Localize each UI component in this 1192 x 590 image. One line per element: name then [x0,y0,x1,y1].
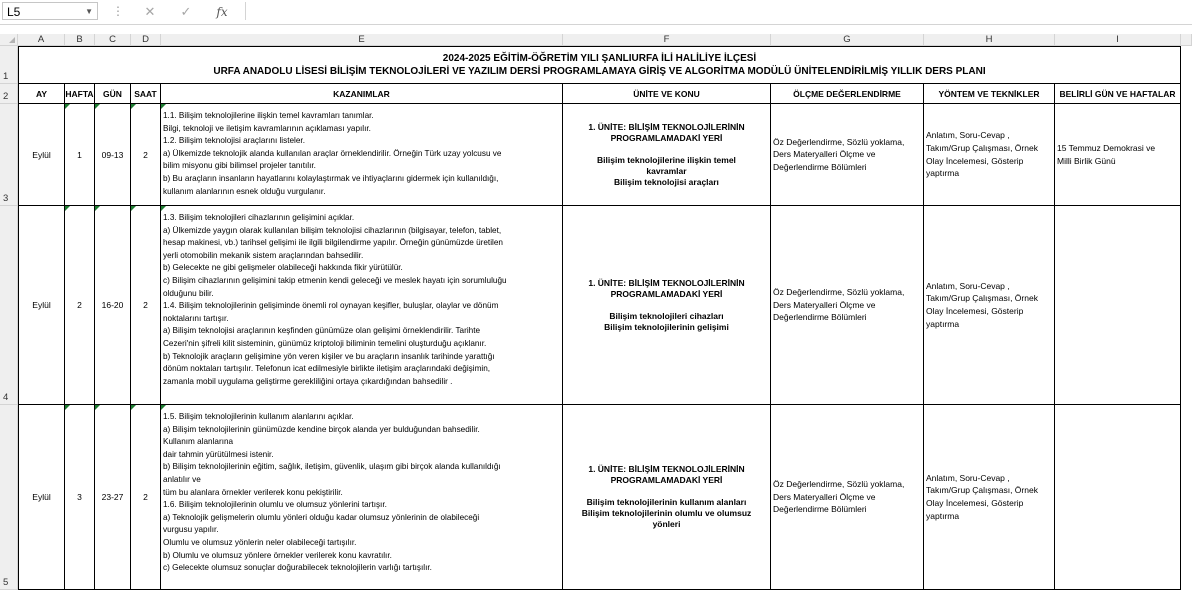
cell-ay-value: Eylül [32,300,51,310]
header-belirli[interactable]: BELİRLİ GÜN VE HAFTALAR [1055,84,1181,104]
cell-hafta-value: 2 [77,300,82,310]
header-saat[interactable]: SAAT [131,84,161,104]
kazanim-line: 1.3. Bilişim teknolojileri cihazlarının gelişimini açıklar. [163,213,355,222]
column-header-d[interactable]: D [131,34,161,46]
row-header-5[interactable]: 5 [0,405,18,590]
konu-line: Bilişim teknolojilerinin kullanım alanları [586,497,747,507]
yontem-text [926,129,1038,179]
konu-line: Bilişim teknolojilerinin olumlu ve olumsuz [581,508,752,518]
yontem-line: yaptırma [926,318,960,329]
cell-unite[interactable] [563,104,771,206]
error-indicator-icon [95,104,100,109]
kazanim-line: a) Ülkemizde yaygın olarak kullanılan bilişim teknolojisi cihazlarının (bilgisayar, telefon, tablet, [163,225,502,235]
column-header-j[interactable] [1181,34,1192,46]
yontem-line: yaptırma [926,168,960,179]
kazanim-line: a) Bilişim teknolojilerinin günümüzde kendine birçok alanda yer bulduğundan bahsedilir. [163,424,480,434]
cell-ay[interactable] [18,104,65,206]
yontem-line: Takım/Grup Çalışması, Örnek [926,293,1038,304]
kazanim-line: hesap makinesi, vb.) tarihsel gelişimi ile ilgili bilgilendirme yapılır. Örneğin günümüzde üretilen [163,238,503,248]
kazanim-line: yerli otomobilin mekanik sistem araçlarından bahsedilir. [163,250,364,260]
unite-title: 1. ÜNİTE: BİLİŞİM TEKNOLOJİLERİNİN [588,464,745,474]
olcme-line: Ders Materyalleri Ölçme ve [773,491,876,502]
cell-unite[interactable] [563,206,771,405]
yontem-line: Takım/Grup Çalışması, Örnek [926,142,1038,153]
row-header-2[interactable]: 2 [0,84,18,104]
cell-ay[interactable] [18,405,65,590]
select-all-corner[interactable] [0,34,18,46]
kazanim-line: Kullanım alanlarına [163,437,234,447]
kazanim-line: c) Bilişim cihazlarının gelişimini takip etmenin kendi geleceği ve meslek hayatı için sorumluluğu [163,275,507,285]
cell-olcme[interactable] [771,405,924,590]
kazanim-line: c) Gelecekte olumsuz sonuçlar doğurabilecek teknolojilerin varlığı tartışılır. [163,563,432,573]
yontem-line: Takım/Grup Çalışması, Örnek [926,485,1038,496]
cell-hafta-value: 1 [77,149,82,160]
cell-yontem[interactable] [924,206,1055,405]
cell-yontem[interactable] [924,104,1055,206]
insert-function-icon[interactable]: fx [216,5,228,19]
row-header-3[interactable]: 3 [0,104,18,206]
cell-yontem[interactable] [924,405,1055,590]
konu-line: yönleri [652,519,681,529]
kazanim-line: anlatılır ve [163,474,201,484]
error-indicator-icon [95,206,100,211]
olcme-line: Ders Materyalleri Ölçme ve [773,149,876,160]
yontem-line: Olay İncelemesi, Gösterip [926,155,1024,166]
error-indicator-icon [65,206,70,211]
error-indicator-icon [161,206,166,211]
kazanim-line: 1.2. Bilişim teknolojisi araçlarını listeler. [163,136,305,146]
yontem-text [926,472,1038,522]
chevron-down-icon[interactable]: ▼ [85,7,93,16]
more-options-icon[interactable]: ⋮ [112,4,124,18]
kazanim-line: dönüm noktaları tartışılır. Telefonun icat edilmesiyle birlikte iletişim araçlarındaki değişimin, [163,364,491,374]
kazanim-line: kullanım alanlarının esnek olduğu vurgulanır. [163,186,326,196]
cell-hafta-value: 3 [77,492,82,502]
plan-title-line2: URFA ANADOLU LİSESİ BİLİŞİM TEKNOLOJİLERİ VE YAZILIM DERSİ PROGRAMLAMAYA GİRİŞ VE ALGORİTMA MODÜLÜ ÜNİTELENDİRİLMİŞ YILLIK DERS PLANI [213,66,986,77]
cell-gun-value: 23-27 [101,492,124,502]
name-box[interactable] [2,2,98,20]
formula-input[interactable] [245,2,1190,20]
column-header-i[interactable]: I [1055,34,1181,46]
belirli-line: Milli Birlik Günü [1057,155,1116,166]
formula-bar [0,0,1192,25]
kazanim-line: b) Teknolojik araçların gelişimine yön veren kişiler ve bu araçların insanlık tarihinde yarattığı [163,351,495,361]
cell-ay[interactable] [18,206,65,405]
header-gun[interactable]: GÜN [95,84,131,104]
cell-saat[interactable] [131,206,161,405]
error-indicator-icon [131,405,136,410]
column-header-h[interactable]: H [924,34,1055,46]
plan-title[interactable] [18,46,1181,84]
cell-kazanimlar[interactable] [161,104,563,206]
cell-hafta[interactable] [65,104,95,206]
unite-title: PROGRAMLAMADAKİ YERİ [610,288,723,299]
unite-title: 1. ÜNİTE: BİLİŞİM TEKNOLOJİLERİNİN [588,121,745,132]
column-header-b[interactable]: B [65,34,95,46]
column-header-c[interactable]: C [95,34,131,46]
cell-belirli[interactable] [1055,206,1181,405]
belirli-text [1057,142,1155,167]
enter-icon[interactable]: ✓ [180,4,192,19]
olcme-text [773,136,904,174]
olcme-line: Değerlendirme Bölümleri [773,161,867,172]
header-unite[interactable]: ÜNİTE VE KONU [563,84,771,104]
error-indicator-icon [161,104,166,109]
plan-title-line1: 2024-2025 EĞİTİM-ÖĞRETİM YILI ŞANLIURFA İLİ HALİLİYE İLÇESİ [442,53,757,64]
cell-gun[interactable] [95,405,131,590]
unite-title: 1. ÜNİTE: BİLİŞİM TEKNOLOJİLERİNİN [588,277,745,288]
kazanim-line: tüm bu alanlara örnekler verilerek konu pekiştirilir. [163,487,343,497]
olcme-line: Öz Değerlendirme, Sözlü yoklama, [773,287,905,298]
cell-gun-value: 16-20 [101,300,124,310]
yontem-line: Anlatım, Soru-Cevap , [926,130,1010,141]
header-kazanimlar[interactable]: KAZANIMLAR [161,84,563,104]
olcme-line: Değerlendirme Bölümleri [773,312,867,323]
kazanim-line: vurgusu yapılır. [163,525,219,535]
cell-olcme[interactable] [771,104,924,206]
kazanim-line: bilim misyonu gibi bilimsel projeler tanıtılır. [163,161,316,171]
yontem-line: Anlatım, Soru-Cevap , [926,472,1010,483]
error-indicator-icon [131,206,136,211]
column-header-e[interactable]: E [161,34,563,46]
cell-gun[interactable] [95,104,131,206]
olcme-line: Öz Değerlendirme, Sözlü yoklama, [773,479,905,490]
olcme-line: Ders Materyalleri Ölçme ve [773,299,876,310]
cancel-icon[interactable]: ✕ [144,4,156,19]
olcme-line: Öz Değerlendirme, Sözlü yoklama, [773,136,905,147]
konu-line: Bilişim teknolojilerinin gelişimi [604,321,729,332]
cell-belirli[interactable] [1055,104,1181,206]
konu-line: Bilişim teknolojilerine ilişkin temel [597,154,736,165]
kazanim-line: 1.4. Bilişim teknolojilerinin gelişiminde önemli rol oynayan keşifler, buluşlar, olaylar ve dönüm [163,301,499,311]
kazanim-line: a) Teknolojik gelişmelerin olumlu yönleri olduğu kadar olumsuz yönlerinin de olabileceği [163,512,480,522]
cell-kazanimlar[interactable] [161,405,563,590]
cell-ay-value: Eylül [32,492,51,502]
error-indicator-icon [65,405,70,410]
kazanim-line: 1.1. Bilişim teknolojilerine ilişkin temel kavramları tanımlar. [163,111,374,120]
cell-saat-value: 2 [143,492,148,502]
kazanim-line: Olumlu ve olumsuz yönlerin neler olabileceği tartışılır. [163,537,357,547]
header-hafta[interactable]: HAFTA [65,84,95,104]
konu-line: Bilişim teknolojisi araçları [614,176,719,187]
yontem-line: Anlatım, Soru-Cevap , [926,280,1010,291]
cell-hafta[interactable] [65,405,95,590]
error-indicator-icon [65,104,70,109]
olcme-line: Değerlendirme Bölümleri [773,504,867,515]
kazanim-line: b) Bilişim teknolojilerinin eğitim, sağlık, iletişim, güvenlik, ulaşım gibi birçok alanda kullanıldığı [163,462,501,472]
cell-kazanimlar[interactable] [161,206,563,405]
row-header-1[interactable]: 1 [0,46,18,84]
yontem-line: Olay İncelemesi, Gösterip [926,498,1024,508]
header-ay[interactable]: AY [18,84,65,104]
error-indicator-icon [161,405,166,410]
cell-unite[interactable] [563,405,771,590]
name-box-value: L5 [7,5,21,19]
konu-line: kavramlar [646,165,687,176]
belirli-line: 15 Temmuz Demokrasi ve [1057,142,1156,153]
error-indicator-icon [95,405,100,410]
kazanim-line: 1.6. Bilişim teknolojilerinin olumlu ve olumsuz yönlerini tartışır. [163,500,387,510]
cell-gun[interactable] [95,206,131,405]
row-header-4[interactable]: 4 [0,206,18,405]
kazanim-line: Cezeri'nin şifreli kilit sisteminin, günümüz kriptoloji biliminin temelini oluşturduğu açıklanır. [163,338,487,348]
unite-title: PROGRAMLAMADAKİ YERİ [610,132,723,143]
cell-olcme[interactable] [771,206,924,405]
kazanim-line: Bilgi, teknoloji ve iletişim kavramlarının açıklaması yapılır. [163,123,371,133]
kazanim-line: zamanla mobil uygulama geliştirme gerekliliğini ortaya çıkardığından bahsedilir . [163,376,453,386]
cell-gun-value: 09-13 [101,149,124,160]
kazanim-line: dair tahmin yürütülmesi istenir. [163,449,274,459]
konu-line: Bilişim teknolojileri cihazları [609,310,724,321]
column-header-g[interactable]: G [771,34,924,46]
kazanim-line: a) Ülkemizde teknolojik alanda kullanılan araçlar örneklendirilir. Örneğin Türk uzay yolcusu ve [163,148,502,158]
header-yontem[interactable]: YÖNTEM VE TEKNİKLER [924,84,1055,104]
cell-saat[interactable] [131,405,161,590]
cell-ay-value: Eylül [32,149,51,160]
cell-belirli[interactable] [1055,405,1181,590]
unite-title: PROGRAMLAMADAKİ YERİ [610,475,723,485]
yontem-line: Olay İncelemesi, Gösterip [926,306,1024,316]
kazanim-line: b) Olumlu ve olumsuz yönlere örnekler verilerek konu kavratılır. [163,550,392,560]
cell-saat[interactable] [131,104,161,206]
kazanim-line: olduğunu bilir. [163,288,214,298]
header-olcme[interactable]: ÖLÇME DEĞERLENDİRME [771,84,924,104]
column-header-f[interactable]: F [563,34,771,46]
kazanim-line: b) Gelecekte ne gibi gelişmeler olabileceği hakkında fikir yürütülür. [163,263,403,273]
olcme-text [773,478,904,516]
kazanim-line: a) Bilişim teknolojisi araçlarının keşfinden günümüze olan gelişimi örneklendirilir. Tarihte [163,326,481,336]
yontem-text [926,280,1038,330]
error-indicator-icon [131,104,136,109]
cell-saat-value: 2 [143,149,148,160]
olcme-text [773,286,904,324]
kazanim-line: 1.5. Bilişim teknolojilerinin kullanım alanlarını açıklar. [163,412,354,421]
kazanim-line: noktalarını tartışır. [163,313,229,323]
cell-hafta[interactable] [65,206,95,405]
cell-saat-value: 2 [143,300,148,310]
yontem-line: yaptırma [926,510,960,521]
kazanim-line: b) Bu araçların insanların hayatlarını kolaylaştırmak ve ihtiyaçlarını gidermek için kullanıldığı, [163,173,499,183]
column-header-a[interactable]: A [18,34,65,46]
